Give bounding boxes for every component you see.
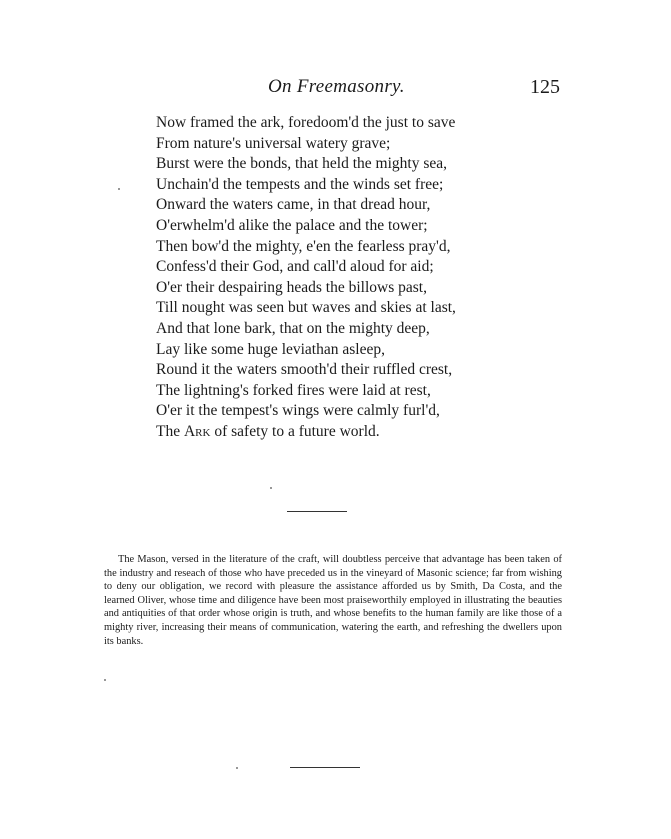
footnote: The Mason, versed in the literature of the craft, will doubtless perceive that advantage has been taken of the industry and reseach of those who have preceded us in the vineyard of Masonic science; far from wishing to deny our obligation, we record with pleasure the assistance afforded us by Smith, Da Costa, and the learned Oliver, whose time and diligence have been most praiseworthily employed in illustrating the beauties and antiquities of that order whose origin is truth, and whose benefits to the human family are like those of a mighty river, increasing their means of communication, watering the earth, and refreshing the dwellers upon its banks. bbox=[104, 554, 562, 647]
poem-line: Then bow'd the mighty, e'en the fearless pray'd, bbox=[156, 237, 451, 255]
poem-line: And that lone bark, that on the mighty deep, bbox=[156, 319, 430, 337]
running-title: On Freemasonry. bbox=[268, 76, 405, 97]
last-line-end: of safety to a future world. bbox=[210, 422, 380, 440]
poem-last-line bbox=[156, 422, 516, 443]
poem-line: Onward the waters came, in that dread hour, bbox=[156, 196, 431, 214]
paper-speck bbox=[104, 679, 106, 681]
poem-line: The lightning's forked fires were laid at rest, bbox=[156, 381, 431, 399]
poem bbox=[156, 113, 516, 443]
page-number: 125 bbox=[530, 76, 560, 98]
poem-line: Round it the waters smooth'd their ruffled crest, bbox=[156, 361, 453, 379]
poem-line: Till nought was seen but waves and skies at last, bbox=[156, 299, 456, 317]
running-head bbox=[0, 76, 671, 102]
section-rule bbox=[287, 511, 347, 512]
bottom-rule bbox=[290, 767, 360, 768]
paper-speck bbox=[118, 188, 120, 190]
poem-line: Now framed the ark, foredoom'd the just to save bbox=[156, 114, 456, 131]
paper-speck bbox=[270, 487, 272, 489]
poem-line: Unchain'd the tempests and the winds set free; bbox=[156, 175, 444, 193]
poem-line: Confess'd their God, and call'd aloud for aid; bbox=[156, 258, 434, 276]
poem-line: From nature's universal watery grave; bbox=[156, 134, 391, 152]
last-line-start: The bbox=[156, 422, 184, 440]
ark-small-caps: Ark bbox=[183, 422, 211, 440]
poem-line: Lay like some huge leviathan asleep, bbox=[156, 340, 385, 358]
poem-line: O'er it the tempest's wings were calmly furl'd, bbox=[156, 402, 440, 420]
poem-line: Burst were the bonds, that held the mighty sea, bbox=[156, 155, 447, 173]
poem-line: O'erwhelm'd alike the palace and the tower; bbox=[156, 216, 428, 234]
poem-line: O'er their despairing heads the billows past, bbox=[156, 278, 427, 296]
paper-speck bbox=[236, 767, 238, 769]
